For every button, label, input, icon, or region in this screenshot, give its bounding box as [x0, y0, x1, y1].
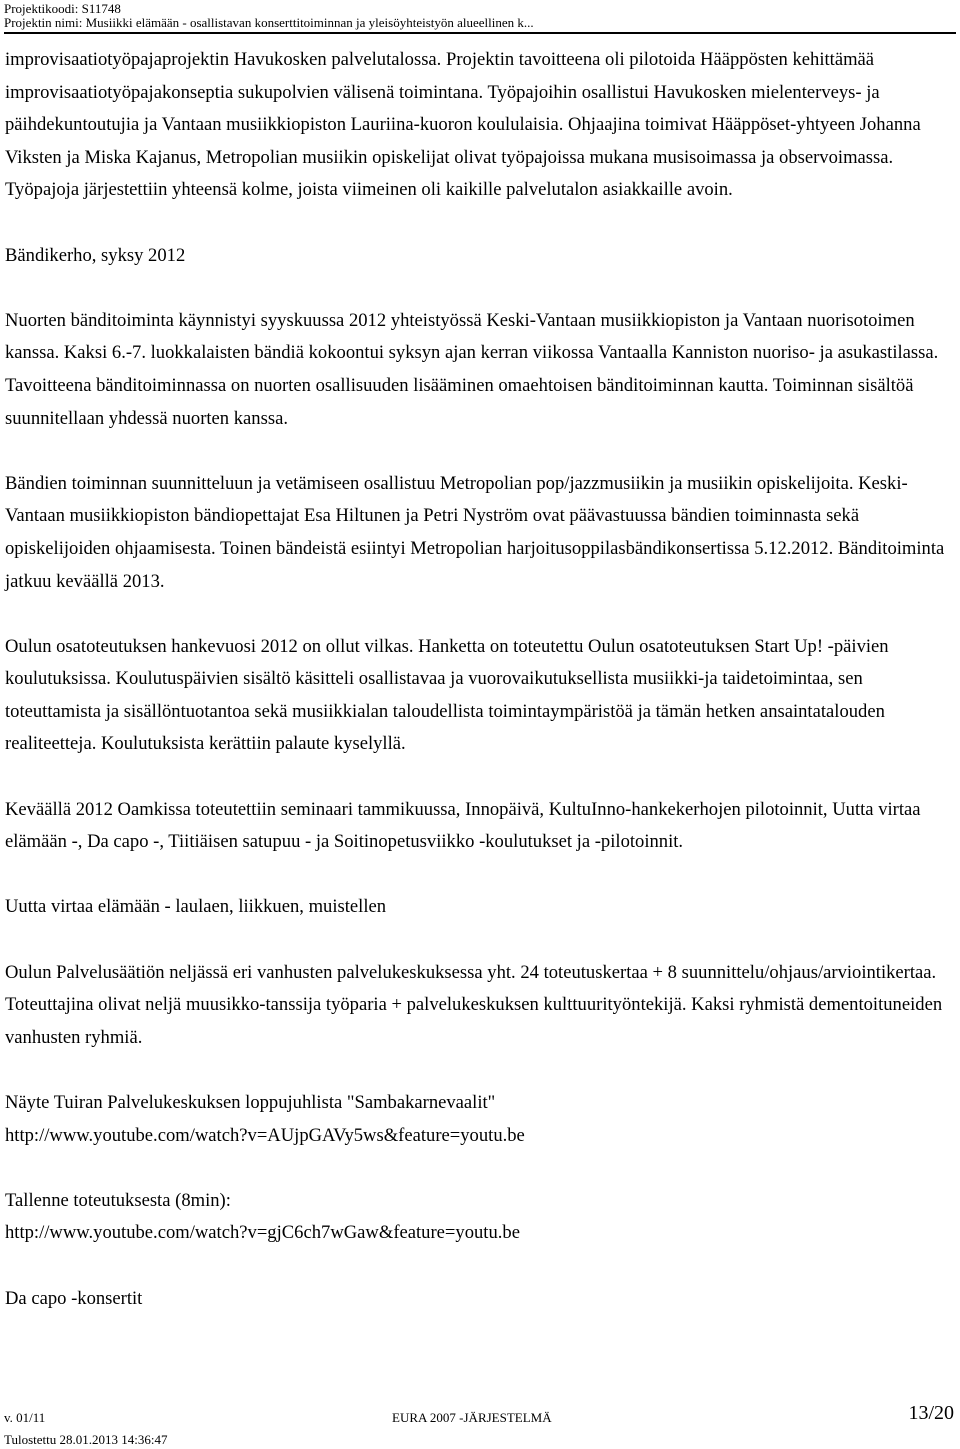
paragraph-palvelusaatio: Oulun Palvelusäätiön neljässä eri vanhusten palvelukeskuksessa yht. 24 toteutuskertaa + 8 suunnittelu/ohjaus/arviointikertaa. Toteuttajina olivat neljä muusikko-tanssija työparia + palvelukeskuksen kulttuurityöntekijä. Kaksi ryhmistä dementoituneiden vanhusten ryhmiä.	[5, 961, 943, 1048]
project-name: Projektin nimi: Musiikki elämään - osallistavan konserttitoiminnan ja yleisöyhteistyön alueellinen k...	[4, 15, 534, 30]
heading-da-capo: Da capo -konsertit	[5, 1287, 143, 1309]
paragraph-oulu-year: Oulun osatoteutuksen hankevuosi 2012 on ollut vilkas. Hanketta on toteutettu Oulun osatoteutuksen Start Up! -päivien koulutuksissa. Koulutuspäivien sisältö käsitteli osallistavaa ja vuorovaikutuksellista musiikki-ja taidetoimintaa, sen toteuttamista ja sisällöntuotantoa sekä musiikkialan taloudellista toimintaympäristöä ja tämän hetken ansaintatalouden realiteetteja. Koulutuksista kerättiin palaute kyselyllä.	[5, 635, 889, 755]
paragraph-band-activity: Nuorten bänditoiminta käynnistyi syyskuussa 2012 yhteistyössä Keski-Vantaan musiikkiopiston ja Vantaan nuorisotoimen kanssa. Kaksi 6.-7. luokkalaisten bändiä kokoontui syksyn ajan kerran viikossa Vantaalla Kanniston nuoriso- ja asukastilassa. Tavoitteena bänditoiminnassa on nuorten osallisuuden lisääminen omaehtoisen bänditoiminnan kautta. Toiminnan sisältöä suunnitellaan yhdessä nuorten kanssa.	[5, 309, 939, 429]
paragraph-havukoski: improvisaatiotyöpajaprojektin Havukosken palvelutalossa. Projektin tavoitteena oli pilotoida Hääppösten kehittämää improvisaatiotyöpajakonseptia sukupolvien välisenä toimintana. Työpajoihin osallistui Havukosken mielenterveys- ja päihdekuntoutujia ja Vantaan musiikkiopiston Lauriina-kuoron koululaisia. Ohjaajina toimivat Hääppöset-yhtyeen Johanna Viksten ja Miska Kajanus, Metropolian musiikin opiskelijat olivat työpajoissa mukana musisoimassa ja observoimassa. Työpajoja järjestettiin yhteensä kolme, joista viimeinen oli kaikille palvelutalon asiakkaille avoin.	[5, 49, 921, 201]
video-sample	[5, 1087, 957, 1152]
project-code: Projektikoodi: S11748	[4, 1, 121, 16]
video-recording	[5, 1185, 957, 1250]
heading-bandikerho: Bändikerho, syksy 2012	[5, 244, 186, 266]
video-sample-caption: Näyte Tuiran Palvelukeskuksen loppujuhlista "Sambakarnevaalit"	[5, 1092, 496, 1113]
footer-page-number: 13/20	[908, 1402, 954, 1424]
header-divider	[4, 32, 956, 34]
footer-printed: Tulostettu 28.01.2013 14:36:47	[4, 1432, 168, 1447]
paragraph-band-planning: Bändien toiminnan suunnitteluun ja vetämiseen osallistuu Metropolian pop/jazzmusiikin ja musiikin opiskelijoita. Keski-Vantaan musiikkiopiston bändiopettajat Esa Hiltunen ja Petri Nyström ovat päävastuussa bändien toiminnasta sekä opiskelijoiden ohjaamisesta. Toinen bändeistä esiintyi Metropolian harjoitusoppilasbändikonsertissa 5.12.2012. Bänditoiminta jatkuu keväällä 2013.	[5, 472, 945, 592]
video-sample-link[interactable]: http://www.youtube.com/watch?v=AUjpGAVy5ws&feature=youtu.be	[5, 1124, 525, 1146]
footer-version: v. 01/11	[4, 1410, 46, 1425]
video-recording-link[interactable]: http://www.youtube.com/watch?v=gjC6ch7wGaw&feature=youtu.be	[5, 1222, 520, 1244]
footer-system: EURA 2007 -JÄRJESTELMÄ	[392, 1410, 552, 1425]
document-body	[5, 44, 957, 1315]
video-recording-caption: Tallenne toteutuksesta (8min):	[5, 1189, 231, 1211]
paragraph-oamk-spring: Keväällä 2012 Oamkissa toteutettiin seminaari tammikuussa, Innopäivä, KultuInno-hankekerhojen pilotoinnit, Uutta virtaa elämään -, Da capo -, Tiitiäisen satupuu - ja Soitinopetusviikko -koulutukset ja -pilotoinnit.	[5, 798, 921, 853]
heading-uutta-virtaa: Uutta virtaa elämään - laulaen, liikkuen, muistellen	[5, 896, 387, 918]
